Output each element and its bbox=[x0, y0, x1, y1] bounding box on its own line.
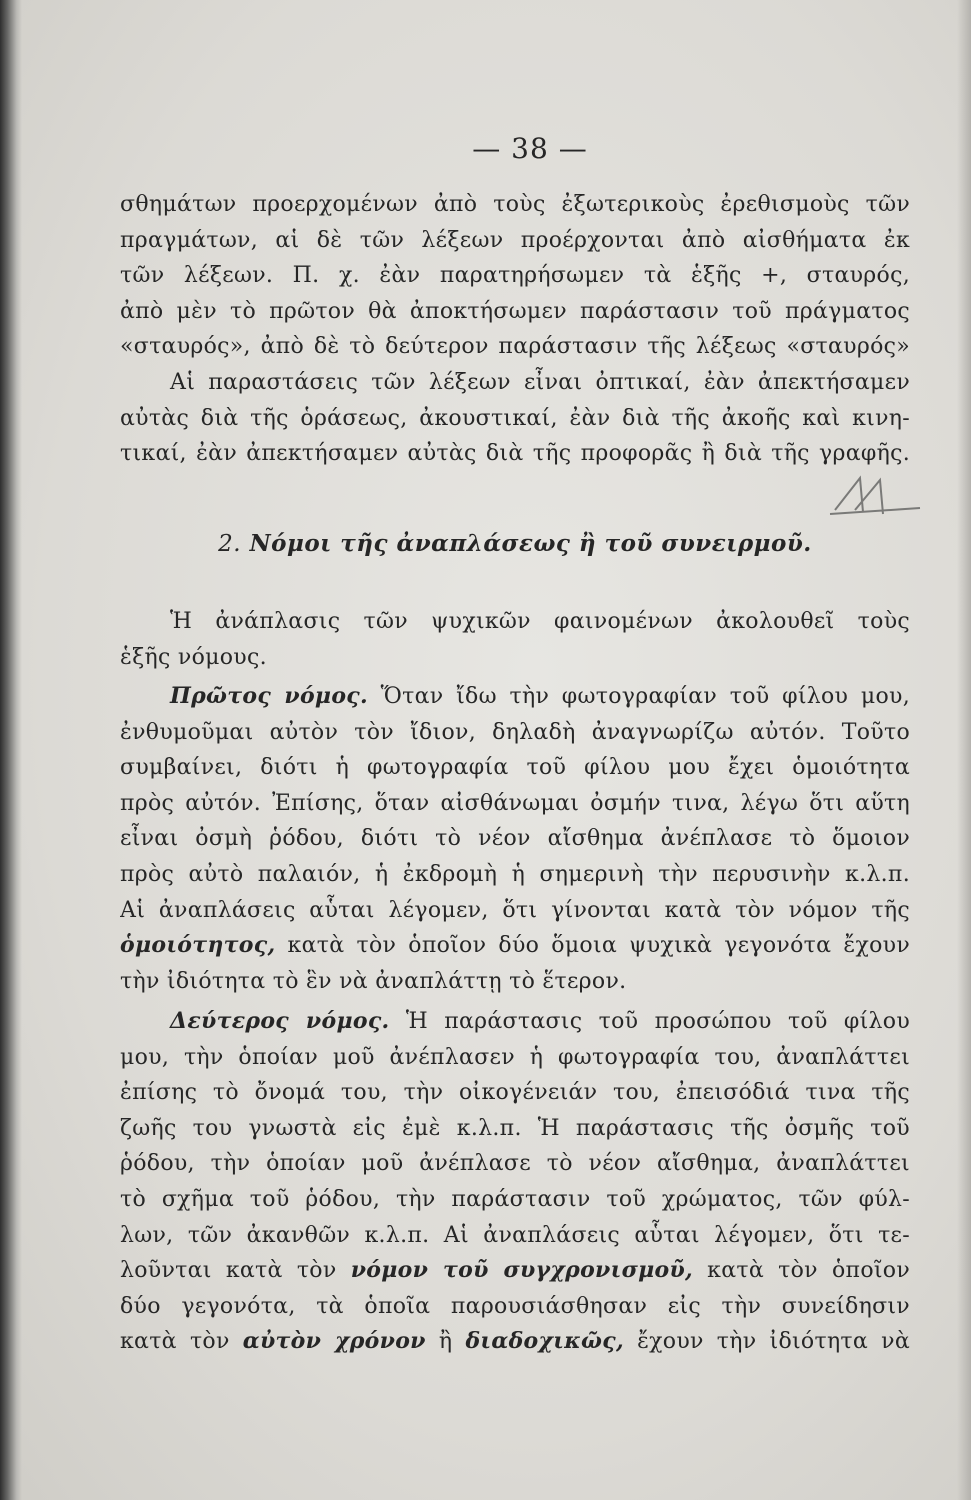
text-line: λων, τῶν ἀκανθῶν κ.λ.π. Αἱ ἀναπλάσεις αὗται λέγομεν, ὅτι τε- bbox=[120, 1222, 910, 1248]
text-line: ἀπὸ μὲν τὸ πρῶτον θὰ ἀποκτήσωμεν παράστασιν τοῦ πράγματος bbox=[120, 298, 910, 324]
paragraph-first-law bbox=[120, 679, 910, 999]
text-line: ἐπίσης τὸ ὄνομά του, τὴν οἰκογένειάν του, ἐπεισόδιά τινα τῆς bbox=[120, 1080, 910, 1106]
section-title: Νόμοι τῆς ἀναπλάσεως ἢ τοῦ συνειρμοῦ. bbox=[249, 530, 812, 557]
same-time-term: αὐτὸν χρόνον bbox=[242, 1328, 426, 1355]
page-number: — 38 — bbox=[472, 132, 588, 165]
text-line: Αἱ ἀναπλάσεις αὗται λέγομεν, ὅτι γίνονται κατὰ τὸν νόμον τῆς bbox=[120, 897, 910, 923]
text-line: Αἱ παραστάσεις τῶν λέξεων εἶναι ὀπτικαί, ἐὰν ἀπεκτήσαμεν bbox=[170, 369, 910, 395]
text-line: Ἡ ἀνάπλασις τῶν ψυχικῶν φαινομένων ἀκολουθεῖ τοὺς bbox=[170, 609, 910, 634]
text-line: ζωῆς του γνωστὰ εἰς ἐμὲ κ.λ.π. Ἡ παράστασις τῆς ὀσμῆς τοῦ bbox=[120, 1115, 910, 1141]
paragraph-representations bbox=[120, 187, 910, 472]
text-line: σθημάτων προερχομένων ἀπὸ τοὺς ἐξωτερικοὺς ἐρεθισμοὺς τῶν bbox=[120, 192, 910, 217]
text-line bbox=[120, 1004, 910, 1040]
text-line: μου, τὴν ὁποίαν μοῦ ἀνέπλασεν ἡ φωτογραφία του, ἀναπλάττει bbox=[120, 1044, 910, 1070]
sync-pre: λοῦνται κατὰ τὸν bbox=[120, 1258, 337, 1284]
last-pre: κατὰ τὸν bbox=[120, 1329, 230, 1355]
page-edge-shadow bbox=[957, 0, 971, 1500]
sync-law-term: νόμον τοῦ συγχρονισμοῦ, bbox=[350, 1257, 693, 1284]
text-line: τὴν ἰδιότητα τὸ ἓν νὰ ἀναπλάττῃ τὸ ἕτερον. bbox=[120, 968, 627, 994]
text-line: τὸ σχῆμα τοῦ ῥόδου, τὴν παράστασιν τοῦ χρώματος, τῶν φύλ- bbox=[120, 1186, 910, 1212]
text-line: αὐτὰς διὰ τῆς ὁράσεως, ἀκουστικαί, ἐὰν διὰ τῆς ἀκοῆς καὶ κινη- bbox=[120, 405, 910, 431]
text-line bbox=[120, 1253, 910, 1289]
sync-post: κατὰ τὸν ὁποῖον bbox=[707, 1258, 910, 1284]
text-line: εἶναι ὀσμὴ ῥόδου, διότι τὸ νέον αἴσθημα ἀνέπλασε τὸ ὅμοιον bbox=[120, 826, 910, 852]
text-line bbox=[120, 679, 910, 715]
paragraph-second-law bbox=[120, 1004, 910, 1360]
last-post: ἔχουν τὴν ἰδιότητα νὰ bbox=[637, 1329, 910, 1355]
section-heading bbox=[120, 530, 910, 557]
similarity-text: κατὰ τὸν ὁποῖον δύο ὅμοια ψυχικὰ γεγονότα ἔχουν bbox=[287, 933, 910, 959]
book-spine-shadow bbox=[0, 0, 22, 1500]
text-line bbox=[120, 928, 910, 964]
last-mid: ἢ bbox=[438, 1329, 453, 1355]
text-line: τικαί, ἐὰν ἀπεκτήσαμεν αὐτὰς διὰ τῆς προφορᾶς ἢ διὰ τῆς γραφῆς. bbox=[120, 441, 910, 467]
similarity-term: ὁμοιότητος, bbox=[120, 932, 276, 959]
second-law-label: Δεύτερος νόμος. bbox=[170, 1008, 390, 1034]
text-line: πρὸς αὐτὸ παλαιόν, ἡ ἐκδρομὴ ἡ σημερινὴ τὴν περυσινὴν κ.λ.π. bbox=[120, 861, 910, 887]
pencil-mark-icon bbox=[825, 470, 925, 530]
text-line: συμβαίνει, διότι ἡ φωτογραφία τοῦ φίλου μου ἔχει ὁμοιότητα bbox=[120, 755, 910, 781]
text-line: πραγμάτων, αἱ δὲ τῶν λέξεων προέρχονται ἀπὸ αἰσθήματα ἐκ bbox=[120, 227, 910, 253]
successive-term: διαδοχικῶς, bbox=[465, 1328, 624, 1355]
text-line: τῶν λέξεων. Π. χ. ἐὰν παρατηρήσωμεν τὰ ἑξῆς +, σταυρός, bbox=[120, 263, 910, 289]
text-line: πρὸς αὐτόν. Ἐπίσης, ὅταν αἰσθάνωμαι ὀσμήν τινα, λέγω ὅτι αὕτη bbox=[120, 790, 910, 816]
paragraph-intro bbox=[120, 604, 910, 675]
second-law-text: Ἡ παράστασις τοῦ προσώπου τοῦ φίλου bbox=[405, 1009, 910, 1034]
text-line: «σταυρός», ἀπὸ δὲ τὸ δεύτερον παράστασιν τῆς λέξεως «σταυρός» bbox=[120, 334, 910, 360]
text-line: δύο γεγονότα, τὰ ὁποῖα παρουσιάσθησαν εἰς τὴν συνείδησιν bbox=[120, 1293, 910, 1319]
section-number: 2. bbox=[218, 531, 242, 557]
first-law-label: Πρῶτος νόμος. bbox=[170, 683, 368, 709]
text-line: ἑξῆς νόμους. bbox=[120, 644, 267, 670]
first-law-text: Ὅταν ἴδω τὴν φωτογραφίαν τοῦ φίλου μου, bbox=[380, 684, 910, 709]
text-line: ἐνθυμοῦμαι αὐτὸν τὸν ἴδιον, δηλαδὴ ἀναγνωρίζω αὐτόν. Τοῦτο bbox=[120, 719, 910, 745]
text-line bbox=[120, 1324, 910, 1360]
text-line: ῥόδου, τὴν ὁποίαν μοῦ ἀνέπλασε τὸ νέον αἴσθημα, ἀναπλάττει bbox=[120, 1151, 910, 1177]
